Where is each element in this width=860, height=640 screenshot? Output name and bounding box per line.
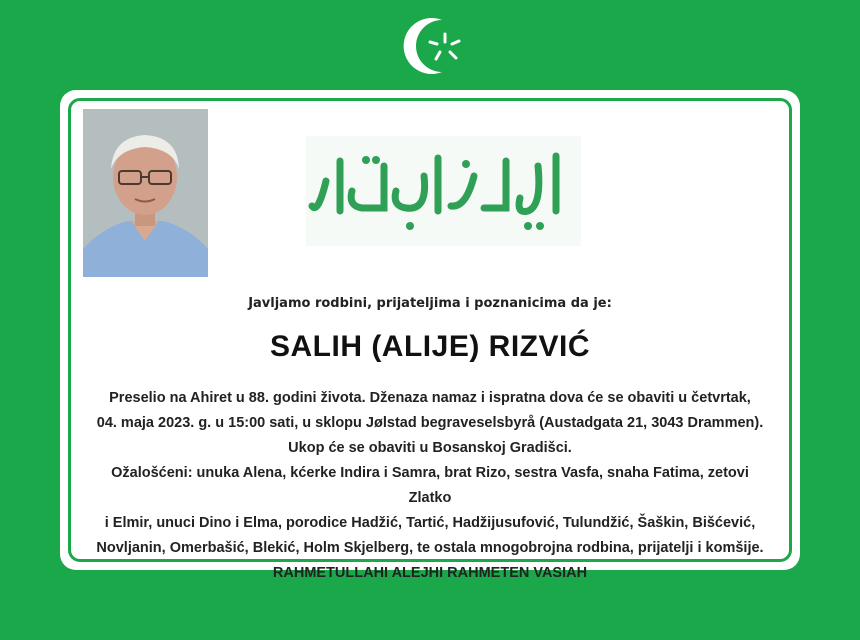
card-border xyxy=(68,98,792,581)
text-line: Ukop će se obaviti u Bosanskoj Gradišci. xyxy=(288,440,572,456)
intro-line: Javljamo rodbini, prijateljima i poznanicima da je: xyxy=(248,296,612,311)
text-line: i Elmir, unuci Dino i Elma, porodice Hadžić, Tartić, Hadžijusufović, Tulundžić, Šaškin, Bišćević, xyxy=(104,515,756,531)
obituary-text xyxy=(91,386,769,586)
text-line: Preselio na Ahiret u 88. godini života. Dženaza namaz i ispratna dova će se obaviti u četvrtak, xyxy=(109,390,751,406)
crescent-and-star-icon xyxy=(390,6,470,86)
obituary-card xyxy=(60,90,800,581)
arabic-calligraphy xyxy=(306,136,581,246)
portrait-photo xyxy=(83,109,208,277)
prayer-line: RAHMETULLAHI ALEJHI RAHMETEN VASIAH xyxy=(272,565,588,581)
text-line: Novljanin, Omerbašić, Blekić, Holm Skjelberg, te ostala mnogobrojna rodbina, prijatelji i komšije. xyxy=(96,540,764,556)
deceased-name: SALIH (ALIJE) RIZVIĆ xyxy=(269,330,590,363)
text-line: Ožalošćeni: unuka Alena, kćerke Indira i Samra, brat Rizo, sestra Vasfa, snaha Fatima, zetovi Zlatko xyxy=(111,465,749,506)
text-line: 04. maja 2023. g. u 15:00 sati, u sklopu Jølstad begraveselsbyrå (Austadgata 21, 3043 Drammen). xyxy=(96,415,764,431)
